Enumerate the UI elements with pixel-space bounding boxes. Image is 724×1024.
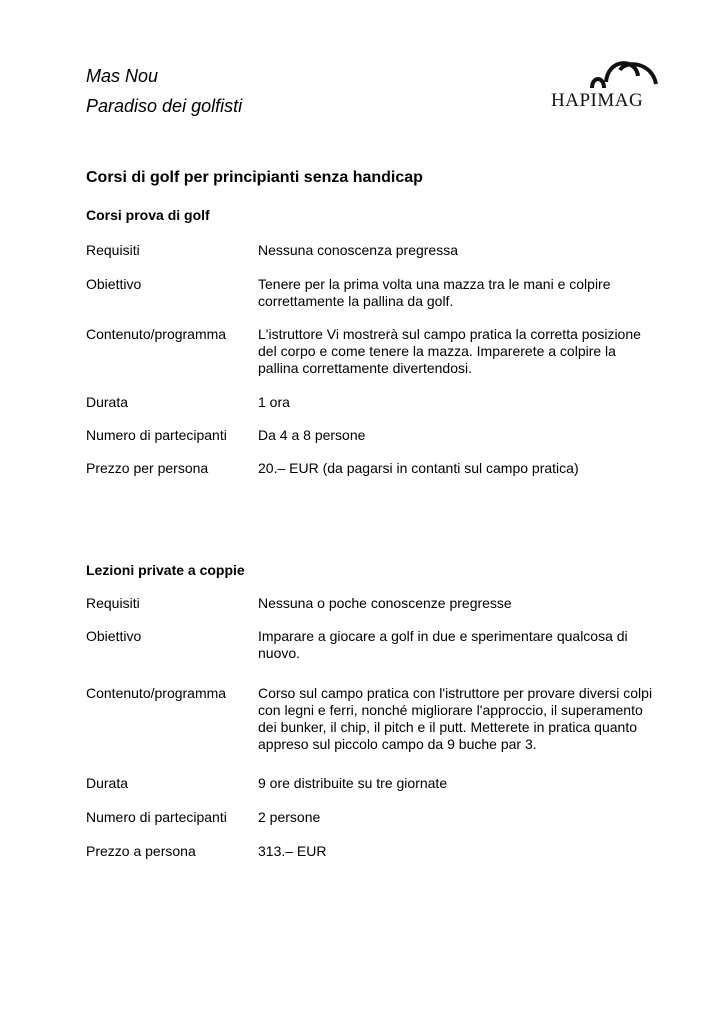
row-value-participants: 2 persone (258, 809, 321, 825)
row-label-objective: Obiettivo (86, 628, 142, 644)
row-label-price: Prezzo per persona (86, 460, 209, 476)
row-label-content: Contenuto/programma (86, 685, 227, 701)
row-value-objective: Imparare a giocare a golf in due e sperimentare qualcosa di nuovo. (258, 628, 628, 661)
section-heading-trial-course: Corsi prova di golf (86, 207, 210, 223)
row-value-duration: 1 ora (258, 394, 290, 410)
row-label-requirements: Requisiti (86, 595, 140, 611)
hapimag-arches-icon (548, 60, 660, 94)
document-title-line1: Mas Nou (86, 66, 159, 86)
row-value-content: L'istruttore Vi mostrerà sul campo pratica la corretta posizione del corpo e come tenere la mazza. Imparerete a colpire la pallina correttamente divertendosi. (258, 326, 641, 376)
row-value-price: 313.– EUR (258, 843, 327, 859)
row-label-content: Contenuto/programma (86, 326, 227, 342)
row-label-participants: Numero di partecipanti (86, 809, 227, 825)
row-label-requirements: Requisiti (86, 242, 140, 258)
row-value-objective: Tenere per la prima volta una mazza tra le mani e colpire correttamente la pallina da golf. (258, 276, 611, 309)
row-label-participants: Numero di partecipanti (86, 427, 227, 443)
row-value-content: Corso sul campo pratica con l'istruttore per provare diversi colpi con legni e ferri, nonché migliorare l'approccio, il superamento dei bunker, il chip, il pitch e il putt. Metterete in pratica quanto appreso sul piccolo campo da 9 buche par 3. (258, 685, 653, 752)
main-heading: Corsi di golf per principianti senza handicap (86, 169, 423, 186)
row-label-duration: Durata (86, 394, 129, 410)
row-value-participants: Da 4 a 8 persone (258, 427, 366, 443)
row-label-objective: Obiettivo (86, 276, 142, 292)
section-heading-private-lessons: Lezioni private a coppie (86, 562, 245, 578)
row-value-price: 20.– EUR (da pagarsi in contanti sul campo pratica) (258, 460, 579, 476)
row-value-requirements: Nessuna conoscenza pregressa (258, 242, 459, 258)
row-value-requirements: Nessuna o poche conoscenze pregresse (258, 595, 512, 611)
row-label-duration: Durata (86, 775, 129, 791)
logo-text: HAPIMAG (551, 90, 644, 111)
document-title-line2: Paradiso dei golfisti (86, 96, 243, 116)
hapimag-logo (548, 60, 660, 114)
row-value-duration: 9 ore distribuite su tre giornate (258, 775, 448, 791)
row-label-price: Prezzo a persona (86, 843, 196, 859)
